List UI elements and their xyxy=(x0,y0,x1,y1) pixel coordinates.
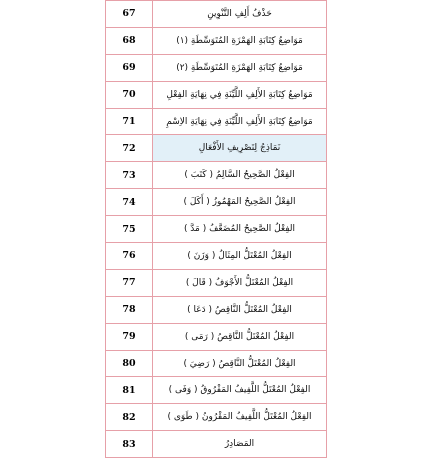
row-title: الفِعْلُ المُعْتَلُّ النَّاقِصُ ( دَعَا ) xyxy=(153,296,327,323)
table-row xyxy=(106,323,327,350)
row-number: 80 xyxy=(106,350,153,377)
table-row xyxy=(106,377,327,404)
table-row xyxy=(106,404,327,431)
row-title: الفِعْلُ المُعْتَلُّ اللَّفِيفُ المَفْرُوقُ ( وَفَى ) xyxy=(153,377,327,404)
table-row xyxy=(106,243,327,270)
table-row xyxy=(106,216,327,243)
row-number: 72 xyxy=(106,135,153,162)
table-row xyxy=(106,108,327,135)
table-row xyxy=(106,162,327,189)
row-title: حَذْفُ أَلِفِ التَّنْوِينِ xyxy=(153,1,327,28)
row-number: 78 xyxy=(106,296,153,323)
row-number: 75 xyxy=(106,216,153,243)
table-row xyxy=(106,81,327,108)
table-row xyxy=(106,54,327,81)
table-row xyxy=(106,431,327,458)
contents-table-body xyxy=(106,1,327,458)
row-title: مَوَاضِعُ كِتَابَةِ الأَلِفِ اللَّيِّنَةِ فِي نِهَايَةِ الفِعْلِ xyxy=(153,81,327,108)
row-number: 77 xyxy=(106,269,153,296)
row-title: الفِعْلُ المُعْتَلُّ الأَجْوَفُ ( قَالَ ) xyxy=(153,269,327,296)
row-number: 83 xyxy=(106,431,153,458)
row-title: الفِعْلُ المُعْتَلُّ النَّاقِصُ ( رَضِيَ ) xyxy=(153,350,327,377)
row-title: مَوَاضِعُ كِتَابَةِ الهَمْزَةِ المُتَوَسِّطَةِ (٢) xyxy=(153,54,327,81)
row-title: المَصَادِرُ xyxy=(153,431,327,458)
row-title: الفِعْلُ الصَّحِيحُ المُضَعَّفُ ( مَدَّ ) xyxy=(153,216,327,243)
row-number: 82 xyxy=(106,404,153,431)
row-number: 79 xyxy=(106,323,153,350)
row-title: الفِعْلُ المُعْتَلُّ المِثَالُ ( وَزَنَ ) xyxy=(153,243,327,270)
row-number: 70 xyxy=(106,81,153,108)
row-number: 73 xyxy=(106,162,153,189)
row-number: 81 xyxy=(106,377,153,404)
row-title: مَوَاضِعُ كِتَابَةِ الأَلِفِ اللَّيِّنَةِ فِي نِهَايَةِ الاِسْمِ xyxy=(153,108,327,135)
row-number: 71 xyxy=(106,108,153,135)
table-row xyxy=(106,189,327,216)
row-number: 76 xyxy=(106,243,153,270)
table-row xyxy=(106,27,327,54)
table-row xyxy=(106,269,327,296)
row-title: الفِعْلُ المُعْتَلُّ اللَّفِيفُ المَقْرُونُ ( طَوَى ) xyxy=(153,404,327,431)
table-row xyxy=(106,296,327,323)
contents-table xyxy=(105,0,327,458)
row-number: 68 xyxy=(106,27,153,54)
row-number: 74 xyxy=(106,189,153,216)
row-title: مَوَاضِعُ كِتَابَةِ الهَمْزَةِ المُتَوَسِّطَةِ (١) xyxy=(153,27,327,54)
table-row xyxy=(106,1,327,28)
row-number: 67 xyxy=(106,1,153,28)
row-title: الفِعْلُ المُعْتَلُّ النَّاقِصُ ( رَمَى ) xyxy=(153,323,327,350)
row-title: الفِعْلُ الصَّحِيحُ المَهْمُوزُ ( أَكَلَ ) xyxy=(153,189,327,216)
row-number: 69 xyxy=(106,54,153,81)
table-row-highlighted xyxy=(106,135,327,162)
row-title: نَمَاذِجُ لِتَصْرِيفِ الأَفْعَالِ xyxy=(153,135,327,162)
row-title: الفِعْلُ الصَّحِيحُ السَّالِمُ ( كَتَبَ ) xyxy=(153,162,327,189)
table-row xyxy=(106,350,327,377)
